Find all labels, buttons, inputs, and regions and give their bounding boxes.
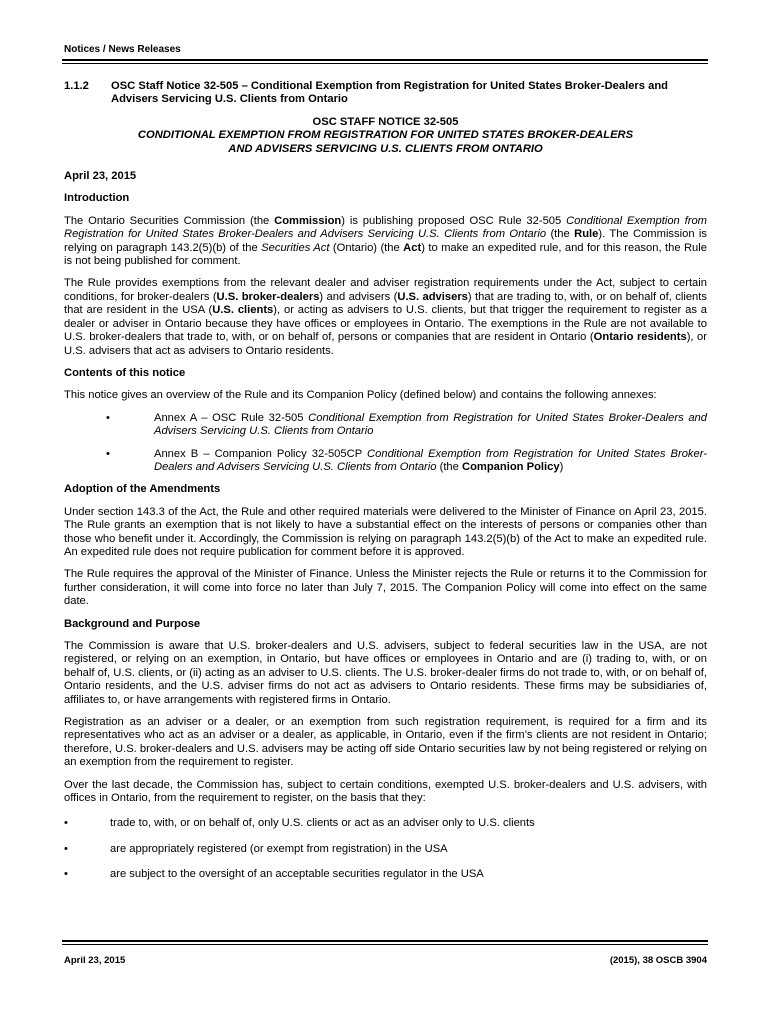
running-header: Notices / News Releases [64, 44, 181, 55]
notice-title-line-1: CONDITIONAL EXEMPTION FROM REGISTRATION FOR UNITED STATES BROKER-DEALERS [137, 129, 634, 142]
list-item: • are subject to the oversight of an acceptable securities regulator in the USA [64, 868, 484, 881]
adoption-paragraph-2: The Rule requires the approval of the Minister of Finance. Unless the Minister rejects the Rule or returns it to the Commission for further consideration, it will come into force no later than July 7, 2015. The Companion Policy will come into effect on the same date. [64, 568, 707, 608]
notice-title-line-2: AND ADVISERS SERVICING U.S. CLIENTS FROM ONTARIO [228, 142, 543, 155]
notice-date: April 23, 2015 [64, 170, 137, 183]
background-paragraph-3: Over the last decade, the Commission has, subject to certain conditions, exempted U.S. broker-dealers and U.S. advisers, with offices in Ontario, from the requirement to register, on the basis that they: [64, 778, 707, 805]
bullet-icon: • [64, 842, 68, 855]
header-rule-thin [62, 63, 708, 64]
background-paragraph-2: Registration as an adviser or a dealer, or an exemption from such registration requirement, is required for a firm and its representatives who act as an adviser or a dealer, as applicable, in Ontario, even if the firm’s clients are not resident in Ontario; therefore, U.S. broker-dealers and U.S. advisers may be acting off side Ontario securities law by not being registered or relying on an exemption from the requirement to register. [64, 716, 707, 769]
intro-paragraph-1: The Ontario Securities Commission (the Commission) is publishing proposed OSC Rule 32-505 Conditional Exemption from Registration for United States Broker-Dealers and Advisers Servicing U.S. Clients from Ontario (the Rule). The Commission is relying on paragraph 143.2(5)(b) of the Securities Act (Ontario) (the Act) to make an expedited rule, and for this reason, the Rule is not being published for comment. [64, 214, 707, 268]
bullet-icon: • [64, 817, 68, 830]
list-item: • trade to, with, or on behalf of, only U.S. clients or act as an adviser only to U.S. clients [64, 817, 535, 830]
heading-adoption: Adoption of the Amendments [64, 483, 221, 496]
footer-citation: (2015), 38 OSCB 3904 [609, 955, 707, 966]
section-title-text: OSC Staff Notice 32-505 – Conditional Exemption from Registration for United States Broker-Dealers and Advisers Servicing U.S. Clients from Ontario [111, 80, 668, 106]
bullet-icon: • [106, 447, 110, 460]
running-footer [64, 955, 707, 966]
heading-contents: Contents of this notice [64, 366, 186, 379]
background-paragraph-1: The Commission is aware that U.S. broker-dealers and U.S. advisers, subject to federal securities law in the USA, are not registered, or relying on an exemption, in Ontario, but have offices or employees in Ontario and are (i) trading to, with, or on behalf of, U.S. clients, or (ii) acting as an adviser to U.S. clients. The U.S. broker-dealer firms do not trade to, with, or on behalf of, Ontario residents, and the U.S. adviser firms do not act as advisers to Ontario residents. These firms may be subsidiaries of, affiliates to, or have arrangements with registered firms in Ontario. [64, 640, 707, 706]
contents-paragraph: This notice gives an overview of the Rule and its Companion Policy (defined below) and contains the following annexes: [64, 389, 657, 402]
heading-background: Background and Purpose [64, 617, 201, 630]
intro-paragraph-2: The Rule provides exemptions from the relevant dealer and adviser registration requirements under the Act, subject to certain conditions, for broker-dealers (U.S. broker-dealers) and advisers (U.S. advisers) that are trading to, with, or on behalf of, clients that are resident in the USA (U.S. clients), or acting as advisers to U.S. clients, but that trigger the requirement to register as a dealer or adviser in Ontario because they have offices or employees in Ontario. The exemptions in the Rule are not available to U.S. broker-dealers that trade to, with, or on behalf of, persons or companies that are resident in Ontario (Ontario residents), or U.S. advisers that act as advisers to Ontario residents. [64, 277, 708, 357]
footer-rule-thin [62, 944, 708, 945]
footer-date: April 23, 2015 [64, 955, 126, 966]
heading-introduction: Introduction [64, 192, 130, 205]
list-item: • are appropriately registered (or exempt from registration) in the USA [64, 842, 448, 855]
annex-a-item: • Annex A – OSC Rule 32-505 Conditional Exemption from Registration for United States Broker-Dealers and Advisers Servicing U.S. Clients from Ontario [64, 412, 707, 439]
bullet-icon: • [106, 411, 110, 424]
adoption-paragraph-1: Under section 143.3 of the Act, the Rule and other required materials were delivered to the Minister of Finance on April 23, 2015. The Rule grants an exemption that is not likely to have a substantial effect on the interests of persons or companies other than those who benefit under it. Accordingly, the Commission is relying on paragraph 143.2(5)(b) of the Act to make an expedited rule. An expedited rule does not require publication for comment before it is approved. [64, 505, 707, 558]
bullet-icon: • [64, 868, 68, 881]
annex-b-item: • Annex B – Companion Policy 32-505CP Conditional Exemption from Registration for United States Broker-Dealers and Advisers Servicing U.S. Clients from Ontario (the Companion Policy) [64, 448, 707, 475]
notice-number: OSC STAFF NOTICE 32-505 [312, 115, 459, 128]
header-rule [62, 59, 708, 61]
section-title [64, 80, 707, 107]
section-number: 1.1.2 [64, 80, 89, 92]
article-body [64, 80, 707, 894]
footer-rule [62, 940, 708, 942]
